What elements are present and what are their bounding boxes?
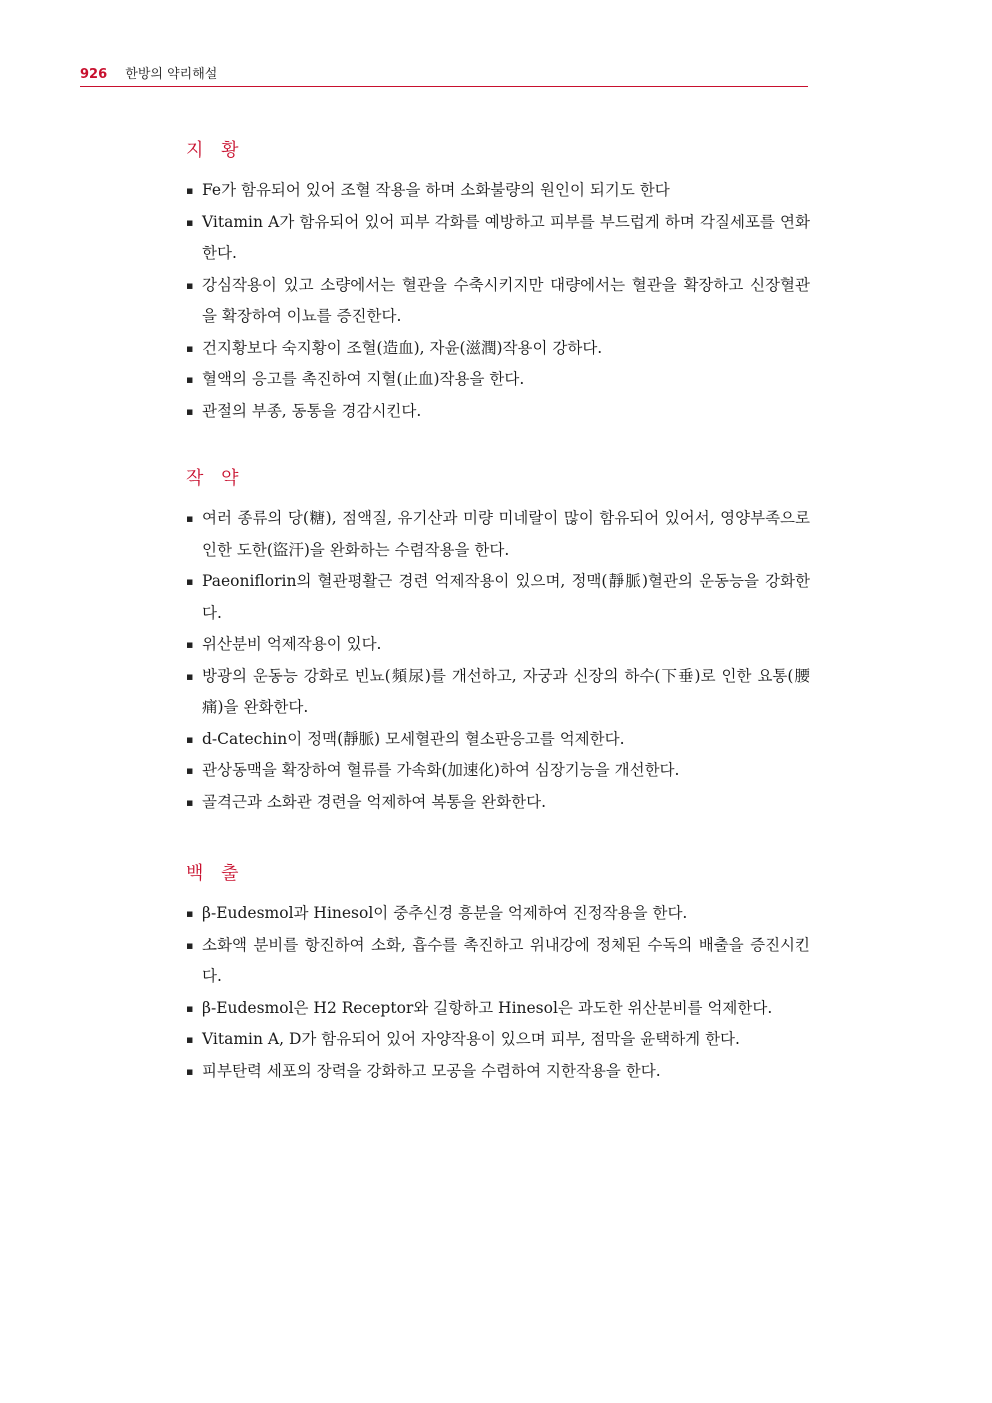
bullet-list xyxy=(186,898,810,1087)
section-jihwang xyxy=(186,140,810,427)
list-item: ▪ 방광의 운동능 강화로 빈뇨(頻尿)를 개선하고, 자궁과 신장의 하수(下垂)로 인한 요통(腰痛)을 완화한다. xyxy=(186,661,810,724)
list-item: ▪ β-Eudesmol과 Hinesol이 중추신경 흥분을 억제하여 진정작용을 한다. xyxy=(186,898,810,930)
page-header xyxy=(80,66,808,87)
list-item: ▪ 건지황보다 숙지황이 조혈(造血), 자윤(滋潤)작용이 강하다. xyxy=(186,333,810,365)
list-item: ▪ d-Catechin이 정맥(靜脈) 모세혈관의 혈소판응고를 억제한다. xyxy=(186,724,810,756)
list-item: ▪ Fe가 함유되어 있어 조혈 작용을 하며 소화불량의 원인이 되기도 한다 xyxy=(186,175,810,207)
section-title: 작 약 xyxy=(186,468,245,489)
bullet-list xyxy=(186,503,810,818)
list-item: ▪ 관절의 부종, 동통을 경감시킨다. xyxy=(186,396,810,428)
list-item: ▪ 여러 종류의 당(糖), 점액질, 유기산과 미량 미네랄이 많이 함유되어 있어서, 영양부족으로 인한 도한(盜汗)을 완화하는 수렴작용을 한다. xyxy=(186,503,810,566)
bullet-list xyxy=(186,175,810,427)
list-item: ▪ Vitamin A가 함유되어 있어 피부 각화를 예방하고 피부를 부드럽게 하며 각질세포를 연화한다. xyxy=(186,207,810,270)
section-jakyak xyxy=(186,468,810,818)
list-item: ▪ Paeoniflorin의 혈관평활근 경련 억제작용이 있으며, 정맥(靜脈)혈관의 운동능을 강화한다. xyxy=(186,566,810,629)
section-title: 지 황 xyxy=(186,140,245,161)
list-item: ▪ 관상동맥을 확장하여 혈류를 가속화(加速化)하여 심장기능을 개선한다. xyxy=(186,755,810,787)
list-item: ▪ 강심작용이 있고 소량에서는 혈관을 수축시키지만 대량에서는 혈관을 확장하고 신장혈관을 확장하여 이뇨를 증진한다. xyxy=(186,270,810,333)
section-baekchul xyxy=(186,863,810,1087)
section-title: 백 출 xyxy=(186,863,245,884)
running-title: 한방의 약리해설 xyxy=(125,67,218,82)
list-item: ▪ Vitamin A, D가 함유되어 있어 자양작용이 있으며 피부, 점막을 윤택하게 한다. xyxy=(186,1024,810,1056)
list-item: ▪ 위산분비 억제작용이 있다. xyxy=(186,629,810,661)
list-item: ▪ 혈액의 응고를 촉진하여 지혈(止血)작용을 한다. xyxy=(186,364,810,396)
list-item: ▪ 골격근과 소화관 경련을 억제하여 복통을 완화한다. xyxy=(186,787,810,819)
page-number: 926 xyxy=(80,67,108,82)
list-item: ▪ β-Eudesmol은 H2 Receptor와 길항하고 Hinesol은 과도한 위산분비를 억제한다. xyxy=(186,993,810,1025)
list-item: ▪ 피부탄력 세포의 장력을 강화하고 모공을 수렴하여 지한작용을 한다. xyxy=(186,1056,810,1088)
list-item: ▪ 소화액 분비를 항진하여 소화, 흡수를 촉진하고 위내강에 정체된 수독의 배출을 증진시킨다. xyxy=(186,930,810,993)
